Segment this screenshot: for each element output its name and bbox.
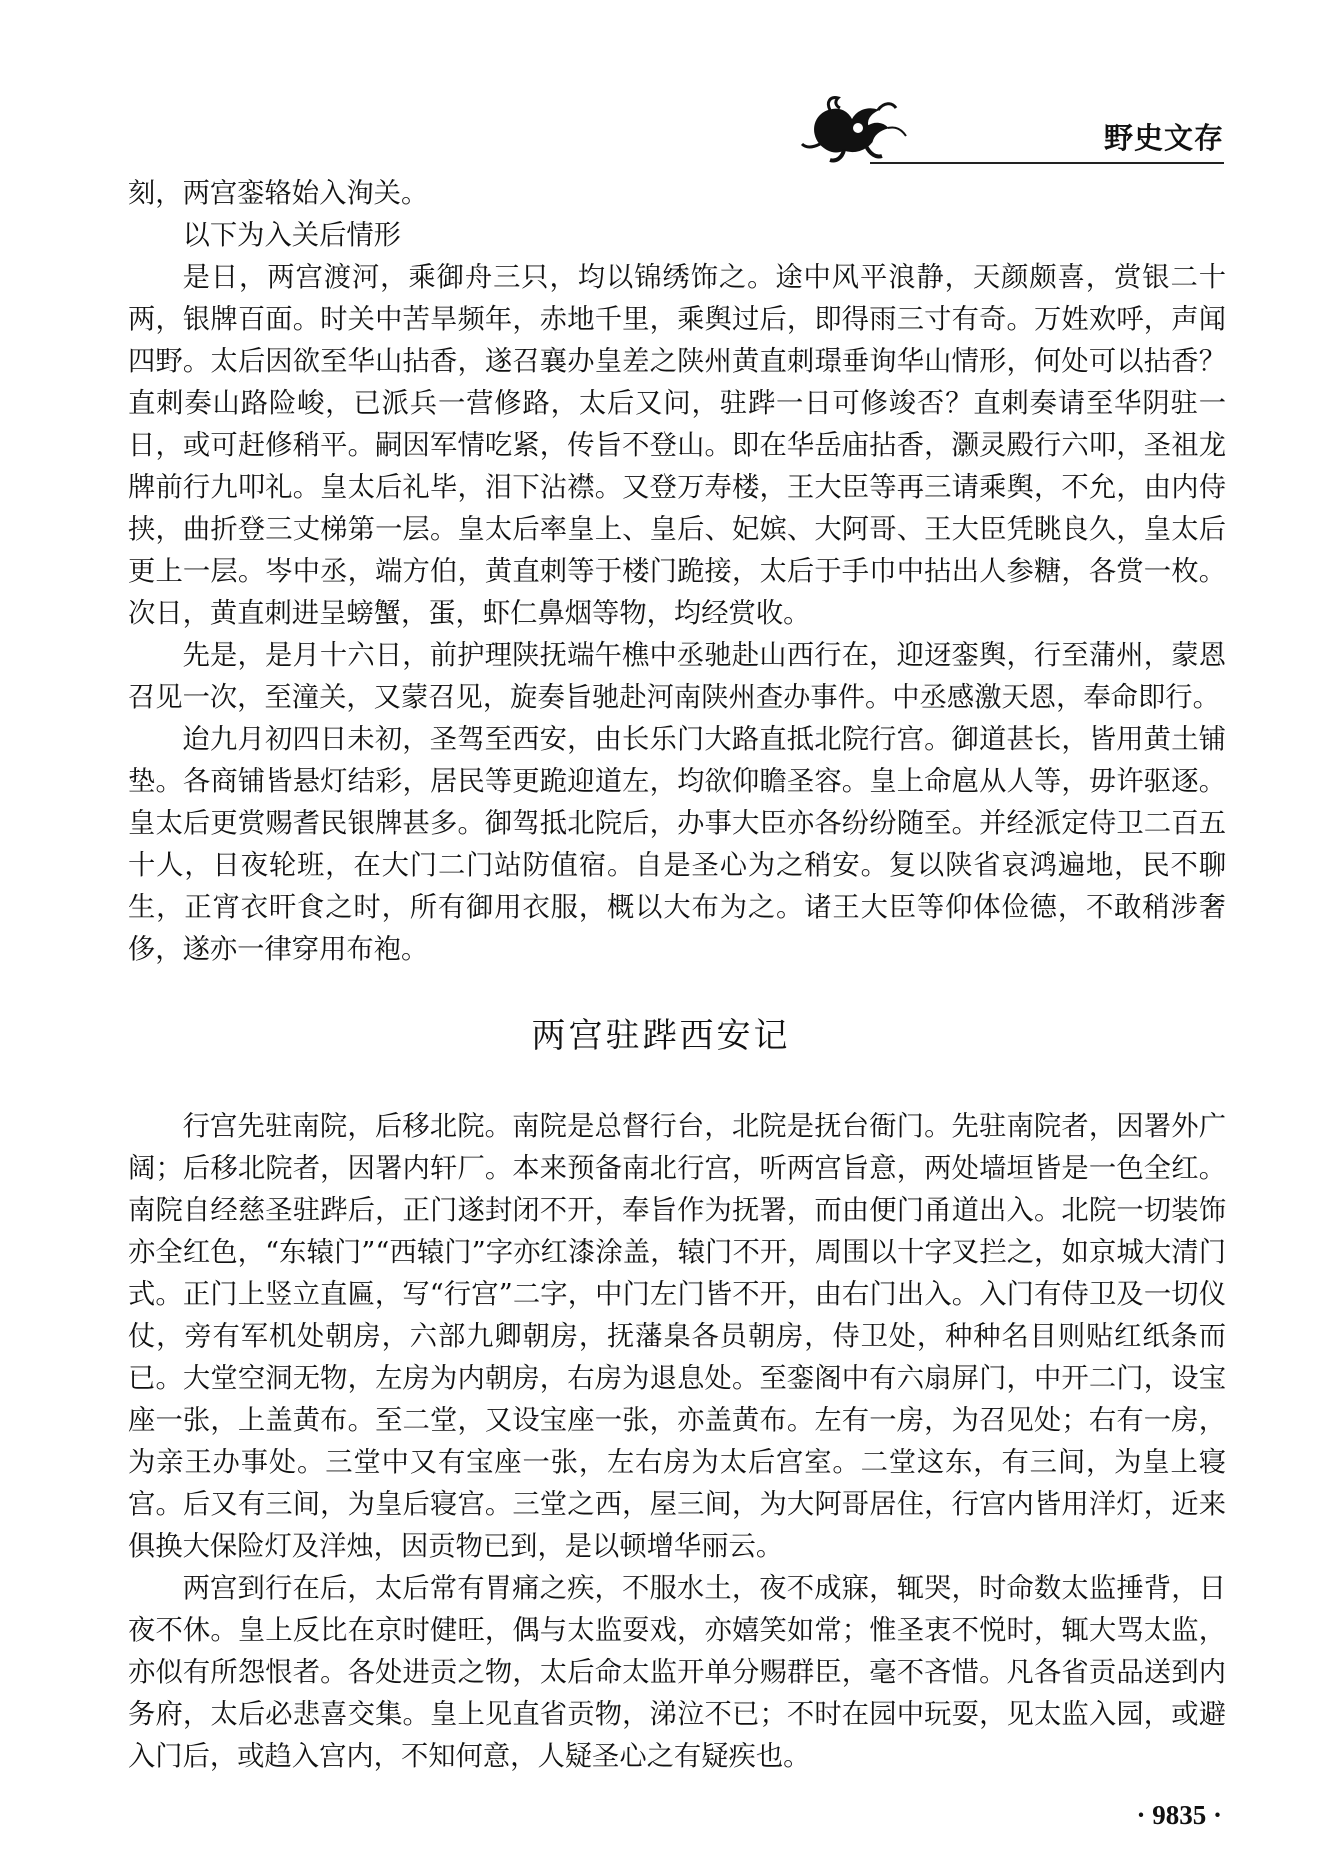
paragraph: 迨九月初四日未初，圣驾至西安，由长乐门大路直抵北院行宫。御道甚长，皆用黄土铺垫。各商铺皆悬灯结彩，居民等更跪迎道左，均欲仰瞻圣容。皇上命扈从人等，毋许驱逐。皇太后更赏赐耆民银牌甚多。御驾抵北院后，办事大臣亦各纷纷随至。并经派定侍卫二百五十人，日夜轮班，在大门二门站防值宿。自是圣心为之稍安。复以陕省哀鸿遍地，民不聊生，正宵衣旰食之时，所有御用衣服，概以大布为之。诸王大臣等仰体俭德，不敢稍涉奢侈，遂亦一律穿用布袍。 [128, 724, 1226, 965]
paragraph: 两宫到行在后，太后常有胃痛之疾，不服水土，夜不成寐，辄哭，时命数太监捶背，日夜不休。皇上反比在京时健旺，偶与太监耍戏，亦嬉笑如常；惟圣衷不悦时，辄大骂太监，亦似有所怨恨者。各处进贡之物，太后命太监开单分赐群臣，毫不吝惜。凡各省贡品送到内务府，太后必悲喜交集。皇上见直省贡物，涕泣不已；不时在园中玩耍，见太监入园，或避入门后，或趋入宫内，不知何意，人疑圣心之有疑疾也。 [128, 1573, 1226, 1772]
running-header [800, 92, 1224, 172]
intro-text [128, 173, 1226, 971]
section-title: 两宫驻跸西安记 [531, 1016, 791, 1056]
section-text [128, 1106, 1226, 1778]
paragraph: 行宫先驻南院，后移北院。南院是总督行台，北院是抚台衙门。先驻南院者，因署外广阔；后移北院者，因署内轩厂。本来预备南北行宫，听两宫旨意，两处墙垣皆是一色全红。南院自经慈圣驻跸后，正门遂封闭不开，奉旨作为抚署，而由便门甬道出入。北院一切装饰亦全红色，“东辕门”“西辕门”字亦红漆涂盖，辕门不开，周围以十字叉拦之，如京城大清门式。正门上竖立直匾，写“行宫”二字，中门左门皆不开，由右门出入。入门有侍卫及一切仪仗，旁有军机处朝房，六部九卿朝房，抚藩臬各员朝房，侍卫处，种种名目则贴红纸条而已。大堂空洞无物，左房为内朝房，右房为退息处。至銮阁中有六扇屏门，中开二门，设宝座一张，上盖黄布。至二堂，又设宝座一张，亦盖黄布。左有一房，为召见处；右有一房，为亲王办事处。三堂中又有宝座一张，左右房为太后宫室。二堂这东，有三间，为皇上寝宫。后又有三间，为皇后寝宫。三堂之西，屋三间，为大阿哥居住，行宫内皆用洋灯，近来俱换大保险灯及洋烛，因贡物已到，是以顿增华丽云。 [128, 1111, 1226, 1562]
header-title: 野史文存 [1103, 121, 1224, 155]
paragraph: 以下为入关后情形 [182, 220, 401, 251]
paragraph: 刻，两宫銮辂始入洵关。 [128, 178, 429, 209]
paragraph: 是日，两宫渡河，乘御舟三只，均以锦绣饰之。途中风平浪静，天颜颇喜，赏银二十两，银牌百面。时关中苦旱频年，赤地千里，乘舆过后，即得雨三寸有奇。万姓欢呼，声闻四野。太后因欲至华山拈香，遂召襄办皇差之陕州黄直刺璟垂询华山情形，何处可以拈香？直刺奏山路险峻，已派兵一营修路，太后又问，驻跸一日可修竣否？直刺奏请至华阴驻一日，或可赶修稍平。嗣因军情吃紧，传旨不登山。即在华岳庙拈香，灏灵殿行六叩，圣祖龙牌前行九叩礼。皇太后礼毕，泪下沾襟。又登万寿楼，王大臣等再三请乘舆，不允，由内侍挟，曲折登三丈梯第一层。皇太后率皇上、皇后、妃嫔、大阿哥、王大臣凭眺良久，皇太后更上一层。岑中丞，端方伯，黄直刺等于楼门跪接，太后于手巾中拈出人参糖，各赏一枚。次日，黄直刺进呈螃蟹，蛋，虾仁鼻烟等物，均经赏收。 [128, 262, 1226, 629]
page-number: · 9835 · [1136, 1800, 1222, 1830]
header-rule [870, 162, 1224, 164]
paragraph: 先是，是月十六日，前护理陕抚端午樵中丞驰赴山西行在，迎迓銮舆，行至蒲州，蒙恩召见一次，至潼关，又蒙召见，旋奏旨驰赴河南陕州查办事件。中丞感激天恩，奉命即行。 [128, 640, 1226, 713]
dragon-emblem-icon [800, 92, 910, 164]
